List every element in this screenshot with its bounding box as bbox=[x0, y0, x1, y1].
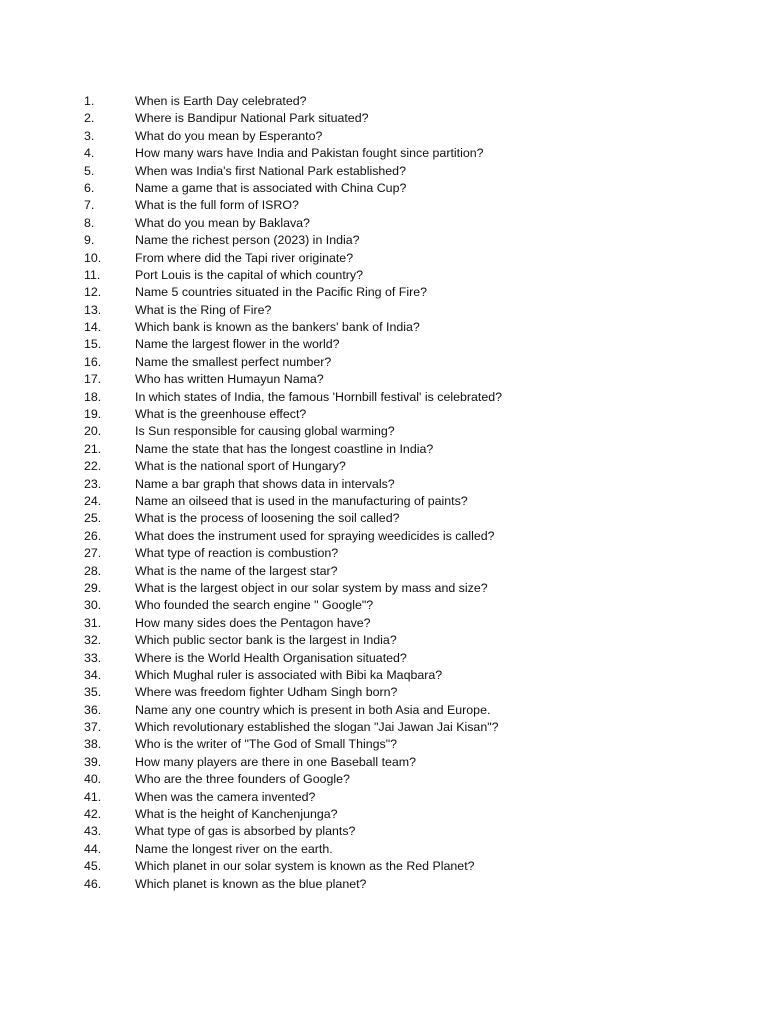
question-number: 14. bbox=[84, 320, 102, 335]
question-list bbox=[84, 93, 502, 893]
question-item bbox=[84, 545, 502, 562]
question-text: When was India's first National Park established? bbox=[135, 163, 406, 178]
question-item bbox=[84, 441, 502, 458]
question-text: Name any one country which is present in both Asia and Europe. bbox=[135, 702, 491, 717]
question-number: 2. bbox=[84, 111, 95, 126]
question-item bbox=[84, 493, 502, 510]
question-text: Name the smallest perfect number? bbox=[135, 354, 332, 369]
question-number: 5. bbox=[84, 163, 95, 178]
question-text: Where is Bandipur National Park situated? bbox=[135, 111, 369, 126]
question-number: 10. bbox=[84, 250, 102, 265]
question-item bbox=[84, 145, 502, 162]
question-item bbox=[84, 632, 502, 649]
question-item bbox=[84, 215, 502, 232]
question-number: 27. bbox=[84, 546, 102, 561]
question-item bbox=[84, 789, 502, 806]
question-item bbox=[84, 110, 502, 127]
question-number: 42. bbox=[84, 807, 102, 822]
question-number: 30. bbox=[84, 598, 102, 613]
question-text: How many players are there in one Baseball team? bbox=[135, 754, 417, 769]
question-text: When was the camera invented? bbox=[135, 789, 316, 804]
question-text: What is the Ring of Fire? bbox=[135, 302, 272, 317]
question-item bbox=[84, 180, 502, 197]
question-item bbox=[84, 736, 502, 753]
question-item bbox=[84, 163, 502, 180]
question-text: What do you mean by Baklava? bbox=[135, 215, 310, 230]
question-text: Where was freedom fighter Udham Singh born? bbox=[135, 685, 398, 700]
question-number: 11. bbox=[84, 267, 101, 282]
question-text: Who has written Humayun Nama? bbox=[135, 372, 324, 387]
question-text: What do you mean by Esperanto? bbox=[135, 128, 323, 143]
question-item bbox=[84, 354, 502, 371]
question-item bbox=[84, 93, 502, 110]
question-item bbox=[84, 841, 502, 858]
question-text: When is Earth Day celebrated? bbox=[135, 94, 307, 108]
question-number: 4. bbox=[84, 146, 95, 161]
question-item bbox=[84, 250, 502, 267]
question-item bbox=[84, 528, 502, 545]
question-number: 19. bbox=[84, 407, 102, 422]
question-number: 15. bbox=[84, 337, 102, 352]
question-item bbox=[84, 284, 502, 301]
question-number: 16. bbox=[84, 354, 102, 369]
question-text: In which states of India, the famous 'Hornbill festival' is celebrated? bbox=[135, 389, 503, 404]
question-item bbox=[84, 267, 502, 284]
question-number: 28. bbox=[84, 563, 102, 578]
question-number: 29. bbox=[84, 580, 102, 595]
question-number: 43. bbox=[84, 824, 102, 839]
question-number: 35. bbox=[84, 685, 102, 700]
question-item bbox=[84, 667, 502, 684]
question-item bbox=[84, 371, 502, 388]
question-item bbox=[84, 858, 502, 875]
question-text: Name the largest flower in the world? bbox=[135, 337, 340, 352]
question-number: 1. bbox=[84, 94, 95, 108]
question-text: Which Mughal ruler is associated with Bibi ka Maqbara? bbox=[135, 667, 443, 682]
question-number: 31. bbox=[84, 615, 102, 630]
question-item bbox=[84, 458, 502, 475]
question-item bbox=[84, 423, 502, 440]
question-text: Which bank is known as the bankers' bank of India? bbox=[135, 320, 420, 335]
question-text: What does the instrument used for spraying weedicides is called? bbox=[135, 528, 495, 543]
question-number: 17. bbox=[84, 372, 102, 387]
question-number: 22. bbox=[84, 459, 102, 474]
question-item bbox=[84, 406, 502, 423]
question-item bbox=[84, 754, 502, 771]
question-item bbox=[84, 580, 502, 597]
question-item bbox=[84, 319, 502, 336]
question-text: Who founded the search engine " Google"? bbox=[135, 598, 374, 613]
question-number: 13. bbox=[84, 302, 102, 317]
question-item bbox=[84, 684, 502, 701]
question-item bbox=[84, 302, 502, 319]
question-number: 9. bbox=[84, 233, 95, 248]
question-text: Who is the writer of "The God of Small Things"? bbox=[135, 737, 397, 752]
question-text: What is the national sport of Hungary? bbox=[135, 459, 346, 474]
question-number: 20. bbox=[84, 424, 102, 439]
question-item bbox=[84, 197, 502, 214]
question-number: 44. bbox=[84, 841, 102, 856]
question-text: What is the greenhouse effect? bbox=[135, 407, 307, 422]
question-item bbox=[84, 597, 502, 614]
question-text: What type of reaction is combustion? bbox=[135, 546, 339, 561]
question-text: What is the largest object in our solar system by mass and size? bbox=[135, 580, 488, 595]
question-text: Port Louis is the capital of which country? bbox=[135, 267, 363, 282]
question-number: 25. bbox=[84, 511, 102, 526]
question-number: 38. bbox=[84, 737, 102, 752]
question-number: 41. bbox=[84, 789, 102, 804]
question-item bbox=[84, 563, 502, 580]
question-text: Name the state that has the longest coastline in India? bbox=[135, 441, 434, 456]
question-text: How many wars have India and Pakistan fought since partition? bbox=[135, 146, 484, 161]
question-number: 46. bbox=[84, 876, 102, 891]
question-text: Name a game that is associated with China Cup? bbox=[135, 180, 407, 195]
question-item bbox=[84, 232, 502, 249]
question-number: 12. bbox=[84, 285, 102, 300]
question-item bbox=[84, 806, 502, 823]
question-text: What type of gas is absorbed by plants? bbox=[135, 824, 356, 839]
question-text: What is the name of the largest star? bbox=[135, 563, 338, 578]
question-item bbox=[84, 876, 502, 893]
question-number: 8. bbox=[84, 215, 95, 230]
question-text: How many sides does the Pentagon have? bbox=[135, 615, 371, 630]
question-number: 21. bbox=[84, 441, 102, 456]
question-number: 34. bbox=[84, 667, 102, 682]
question-number: 45. bbox=[84, 859, 102, 874]
question-text: Name 5 countries situated in the Pacific Ring of Fire? bbox=[135, 285, 428, 300]
question-item bbox=[84, 719, 502, 736]
question-text: Name an oilseed that is used in the manufacturing of paints? bbox=[135, 493, 468, 508]
question-item bbox=[84, 476, 502, 493]
question-text: Which revolutionary established the slogan "Jai Jawan Jai Kisan"? bbox=[135, 720, 499, 735]
question-item bbox=[84, 823, 502, 840]
question-text: What is the height of Kanchenjunga? bbox=[135, 807, 338, 822]
question-text: What is the process of loosening the soil called? bbox=[135, 511, 400, 526]
question-item bbox=[84, 771, 502, 788]
question-item bbox=[84, 336, 502, 353]
question-text: Which public sector bank is the largest in India? bbox=[135, 633, 397, 648]
question-text: Which planet in our solar system is known as the Red Planet? bbox=[135, 859, 475, 874]
question-text: Where is the World Health Organisation situated? bbox=[135, 650, 407, 665]
question-item bbox=[84, 510, 502, 527]
question-text: Name the richest person (2023) in India? bbox=[135, 233, 360, 248]
question-item bbox=[84, 128, 502, 145]
question-number: 23. bbox=[84, 476, 102, 491]
question-number: 32. bbox=[84, 633, 102, 648]
question-text: From where did the Tapi river originate? bbox=[135, 250, 354, 265]
question-number: 26. bbox=[84, 528, 102, 543]
question-number: 3. bbox=[84, 128, 95, 143]
question-text: Name a bar graph that shows data in intervals? bbox=[135, 476, 395, 491]
question-number: 37. bbox=[84, 720, 102, 735]
question-number: 6. bbox=[84, 180, 95, 195]
question-item bbox=[84, 389, 502, 406]
question-text: Who are the three founders of Google? bbox=[135, 772, 350, 787]
question-number: 24. bbox=[84, 493, 102, 508]
question-number: 40. bbox=[84, 772, 102, 787]
question-item bbox=[84, 702, 502, 719]
question-number: 18. bbox=[84, 389, 102, 404]
question-text: Which planet is known as the blue planet? bbox=[135, 876, 367, 891]
question-text: Is Sun responsible for causing global warming? bbox=[135, 424, 395, 439]
question-number: 7. bbox=[84, 198, 95, 213]
question-number: 33. bbox=[84, 650, 102, 665]
question-item bbox=[84, 650, 502, 667]
question-text: Name the longest river on the earth. bbox=[135, 841, 333, 856]
question-number: 39. bbox=[84, 754, 102, 769]
question-number: 36. bbox=[84, 702, 102, 717]
question-item bbox=[84, 615, 502, 632]
question-text: What is the full form of ISRO? bbox=[135, 198, 299, 213]
